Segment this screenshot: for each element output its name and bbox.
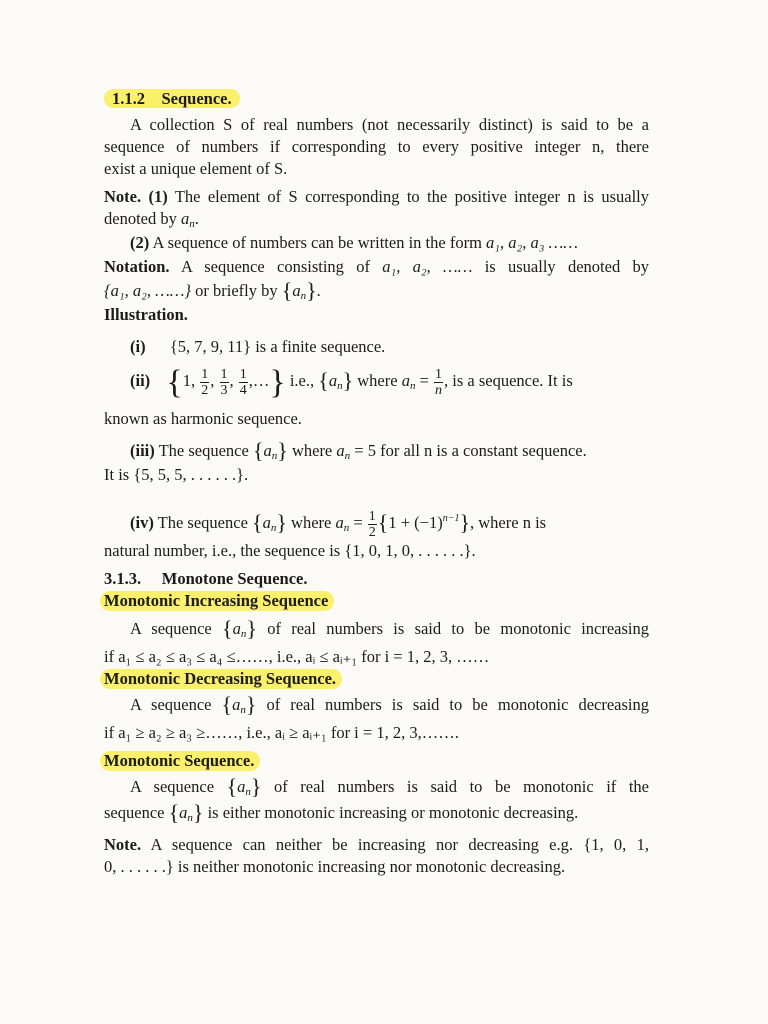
note-3-line-1: Note. A sequence can neither be increasing nor decreasing e.g. {1, 0, 1,: [104, 835, 650, 854]
note-3-line-2: 0, . . . . . .} is neither monotonic increasing nor monotonic decreasing.: [104, 857, 566, 876]
monotonic-line-1: A sequence $\{a_n\}$ of real numbers is said to be monotonic if the: [130, 774, 649, 799]
decreasing-line-1: A sequence $\{a_n\}$ of real numbers is said to be monotonic decreasing: [130, 692, 650, 717]
note-number: (1): [148, 187, 168, 206]
illustration-i: (i) {5, 7, 9, 11} is a finite sequence.: [130, 337, 386, 356]
note-1-line-1: [104, 186, 649, 208]
illustration-ii: (ii) {1, $\frac{1}{2}$ , $\frac{1}{3}$ , $\frac{1}{4}$ ,…} i.e., $\{a_n\}$ where $a_n$ = $\frac{1}{n}$ , is a sequence. It is: [130, 364, 573, 401]
section-heading: [104, 88, 649, 110]
note-1-line-2: denoted by $a_n$.: [104, 209, 199, 230]
fraction-quarter: $\frac{1}{4}$: [239, 366, 247, 398]
note-label: Note.: [104, 187, 142, 206]
definition-line-3: exist a unique element of S.: [104, 159, 288, 178]
illustration-iii: (iii) The sequence $\{a_n\}$ where $a_n = 5$ for all n is a constant sequence.: [130, 438, 587, 463]
increasing-line-2: if a₁ ≤ a₂ ≤ a₃ ≤ a₄ ≤……, i.e., aᵢ ≤ aᵢ₊₁ for i = 1, 2, 3, ……: [104, 647, 490, 666]
fraction-half: $\frac{1}{2}$: [201, 366, 209, 398]
increasing-line-1: A sequence $\{a_n\}$ of real numbers is said to be monotonic increasing: [130, 616, 650, 641]
notation-line-2: {a₁, a₂, ……} or briefly by $\{a_n\}$.: [104, 278, 321, 303]
note-2-line: (2) A sequence of numbers can be written in the form a₁, a₂, a₃ ……: [130, 233, 578, 252]
illustration-label: Illustration.: [104, 305, 188, 324]
monotonic-line-2: sequence $\{a_n\}$ is either monotonic increasing or monotonic decreasing.: [104, 800, 579, 825]
decreasing-line-2: if a₁ ≥ a₂ ≥ a₃ ≥……, i.e., aᵢ ≥ aᵢ₊₁ for i = 1, 2, 3,…….: [104, 723, 459, 742]
definition-line-2: sequence of numbers if corresponding to every positive integer n, there: [104, 137, 649, 156]
notation-line-1: Notation. A sequence consisting of a₁, a₂, …… is usually denoted by: [104, 257, 649, 276]
decreasing-heading: Monotonic Decreasing Sequence.: [104, 668, 649, 690]
illustration-ii-line-2: known as harmonic sequence.: [104, 409, 302, 428]
illustration-iii-line-2: It is {5, 5, 5, . . . . . .}.: [104, 465, 249, 484]
monotone-heading: 3.1.3. Monotone Sequence.: [104, 569, 308, 588]
note-1-text: The element of S corresponding to the positive integer n is usually: [174, 187, 650, 206]
fraction-third: $\frac{1}{3}$: [220, 366, 228, 398]
section-title: Sequence.: [161, 89, 232, 108]
definition-line-1: A collection S of real numbers (not necessarily distinct) is said to be a: [130, 115, 649, 134]
increasing-heading: Monotonic Increasing Sequence: [104, 590, 649, 612]
monotonic-heading: Monotonic Sequence.: [104, 750, 649, 772]
section-number: 1.1.2: [112, 89, 145, 108]
sequence-form: a₁, a₂, a₃ ……: [486, 233, 578, 252]
illustration-iv: (iv) The sequence $\{a_n\}$ where $a_n$ = $\frac{1}{2}$ $\{1 + (-1)^{n-1}\}$, where n is: [130, 508, 547, 540]
illustration-iv-line-2: natural number, i.e., the sequence is {1, 0, 1, 0, . . . . . .}.: [104, 541, 476, 560]
notation-label: Notation.: [104, 257, 170, 276]
fraction-one-over-n: $\frac{1}{n}$: [435, 366, 442, 398]
section-highlight: [104, 89, 240, 108]
fraction-half-iv: $\frac{1}{2}$: [368, 508, 376, 540]
